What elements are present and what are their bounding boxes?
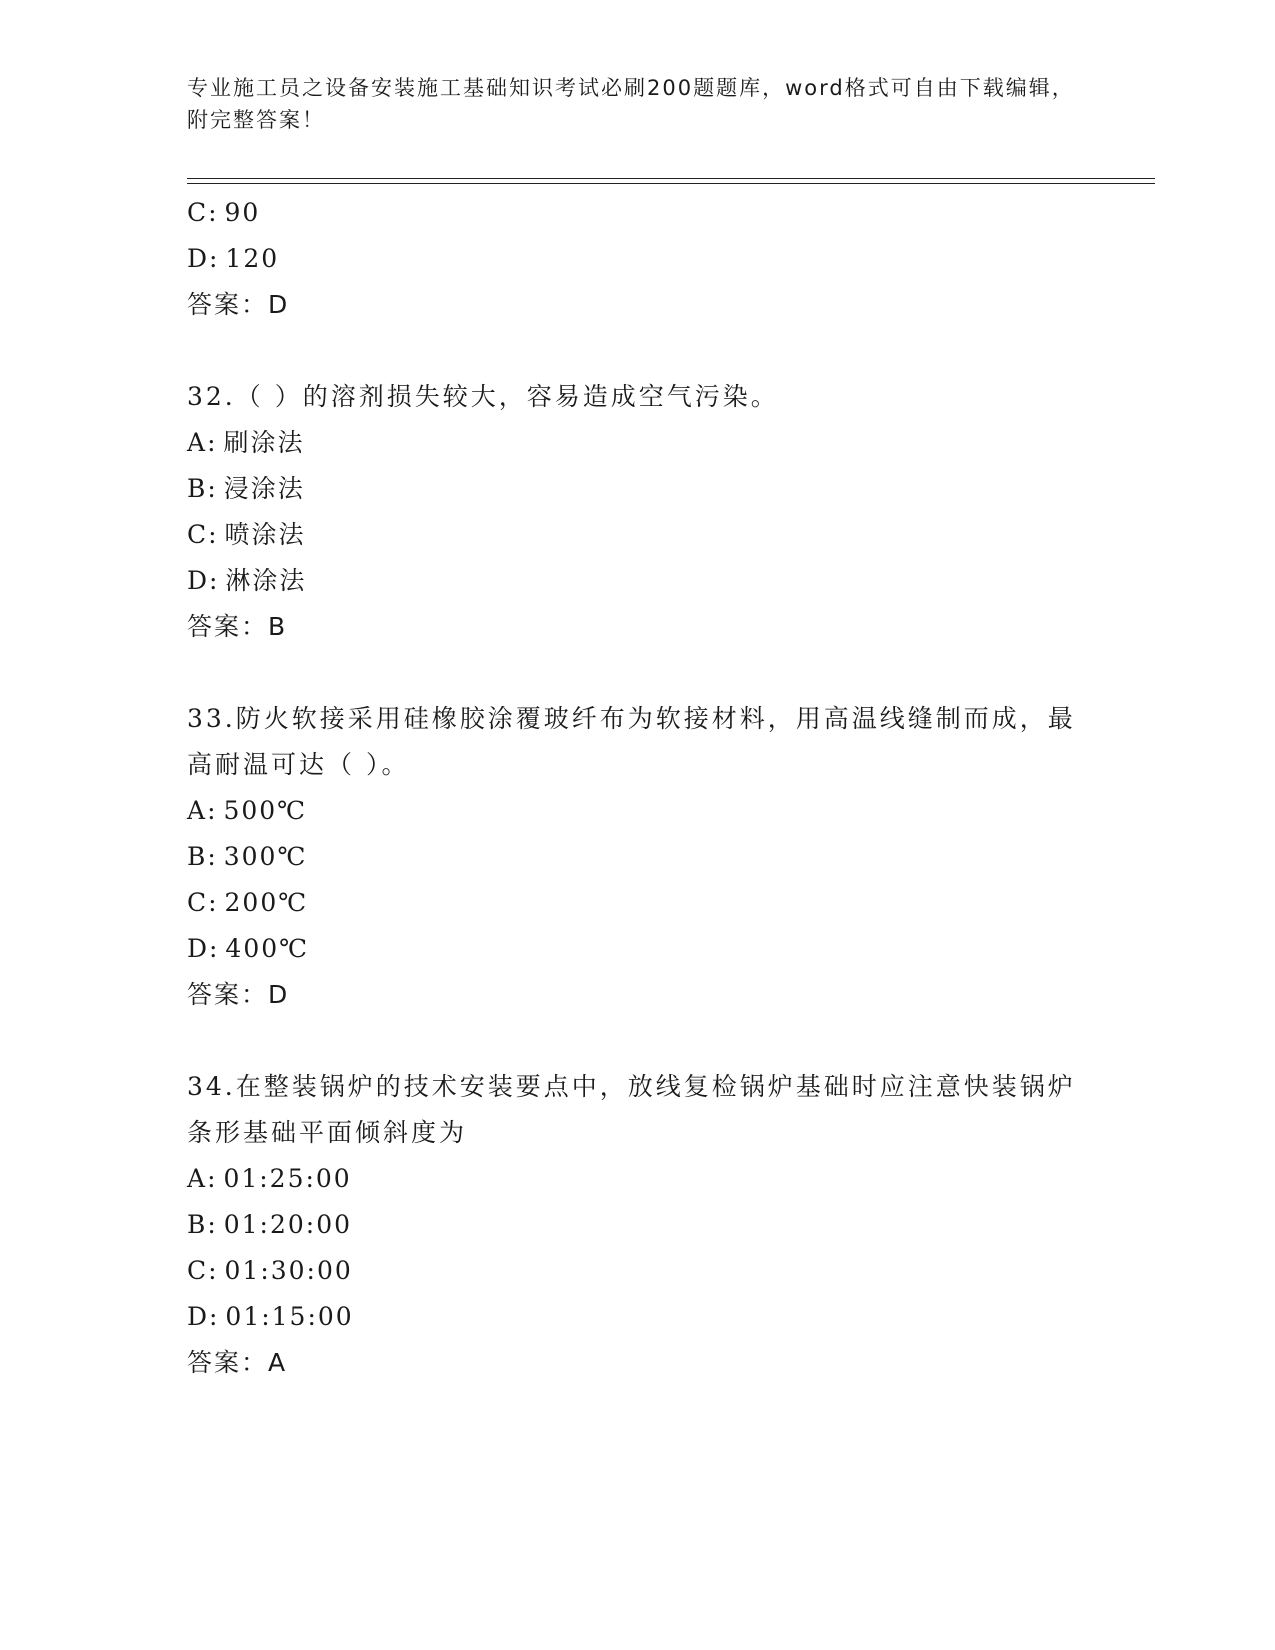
- option-text: 01:20:00: [223, 1210, 353, 1239]
- option-separator: :: [207, 1164, 224, 1193]
- option-d: [187, 1294, 1087, 1340]
- option-text: 01:25:00: [223, 1164, 352, 1193]
- spacer: [187, 328, 1087, 374]
- question-32: [187, 374, 1087, 650]
- option-text: 300℃: [223, 842, 308, 871]
- option-separator: :: [209, 1302, 226, 1331]
- answer-line: 答案：A: [187, 1348, 288, 1377]
- option-separator: :: [209, 244, 226, 273]
- option-text: 200℃: [224, 888, 309, 917]
- option-letter: C: [187, 1256, 209, 1285]
- spacer: [187, 1018, 1087, 1064]
- option-c: [187, 512, 1087, 558]
- option-text: 浸涂法: [223, 474, 305, 503]
- option-separator: :: [209, 934, 226, 963]
- option-letter: C: [187, 888, 209, 917]
- option-text: 淋涂法: [225, 566, 307, 595]
- partial-question: [187, 190, 1087, 328]
- header-title: 专业施工员之设备安装施工基础知识考试必刷200题题库，word格式可自由下载编辑，附完整答案！: [187, 76, 1075, 132]
- option-letter: D: [187, 934, 210, 963]
- option-text: 01:30:00: [224, 1256, 353, 1285]
- question-list: [187, 190, 1087, 1386]
- question-text: [187, 374, 1087, 420]
- option-c: [187, 190, 1087, 236]
- option-letter: D: [187, 1302, 210, 1331]
- option-letter: A: [187, 428, 208, 457]
- option-separator: :: [207, 1210, 224, 1239]
- option-text: 01:15:00: [225, 1302, 354, 1331]
- question-34: [187, 1064, 1087, 1386]
- option-text: 120: [225, 244, 280, 273]
- option-a: [187, 1156, 1087, 1202]
- option-text: 500℃: [223, 796, 308, 825]
- option-separator: :: [208, 1256, 225, 1285]
- option-letter: A: [187, 1164, 208, 1193]
- question-33: [187, 696, 1087, 1018]
- question-text: [187, 696, 1087, 788]
- question-text: [187, 1064, 1087, 1156]
- option-separator: :: [207, 474, 224, 503]
- spacer: [187, 650, 1087, 696]
- option-text: 喷涂法: [224, 520, 306, 549]
- option-separator: :: [208, 198, 225, 227]
- option-b: [187, 466, 1087, 512]
- option-letter: C: [187, 198, 209, 227]
- option-letter: B: [187, 474, 208, 503]
- option-d: [187, 558, 1087, 604]
- option-separator: :: [207, 428, 224, 457]
- header-divider-top: [187, 178, 1155, 179]
- option-letter: C: [187, 520, 209, 549]
- question-body: 防火软接采用硅橡胶涂覆玻纤布为软接材料，用高温线缝制而成，最高耐温可达（ ）。: [187, 704, 1076, 779]
- question-number: 34.: [187, 1072, 236, 1101]
- option-letter: B: [187, 1210, 208, 1239]
- header-divider-bottom: [187, 183, 1155, 184]
- option-separator: :: [207, 796, 224, 825]
- document-header: [187, 72, 1087, 136]
- option-b: [187, 1202, 1087, 1248]
- option-d: [187, 236, 1087, 282]
- option-c: [187, 880, 1087, 926]
- answer-line: 答案：D: [187, 980, 290, 1009]
- option-letter: D: [187, 244, 210, 273]
- option-text: 刷涂法: [223, 428, 305, 457]
- option-letter: D: [187, 566, 210, 595]
- option-separator: :: [208, 520, 225, 549]
- option-separator: :: [209, 566, 226, 595]
- option-separator: :: [208, 888, 225, 917]
- option-b: [187, 834, 1087, 880]
- option-c: [187, 1248, 1087, 1294]
- question-number: 32.: [187, 382, 236, 411]
- option-a: [187, 420, 1087, 466]
- option-a: [187, 788, 1087, 834]
- option-text: 400℃: [225, 934, 310, 963]
- question-body: （ ）的溶剂损失较大，容易造成空气污染。: [235, 382, 779, 411]
- option-d: [187, 926, 1087, 972]
- option-letter: B: [187, 842, 208, 871]
- option-text: 90: [224, 198, 261, 227]
- question-body: 在整装锅炉的技术安装要点中，放线复检锅炉基础时应注意快装锅炉条形基础平面倾斜度为: [187, 1072, 1076, 1147]
- question-number: 33.: [187, 704, 236, 733]
- answer-line: 答案：D: [187, 290, 290, 319]
- option-letter: A: [187, 796, 208, 825]
- option-separator: :: [207, 842, 224, 871]
- answer-line: 答案：B: [187, 612, 288, 641]
